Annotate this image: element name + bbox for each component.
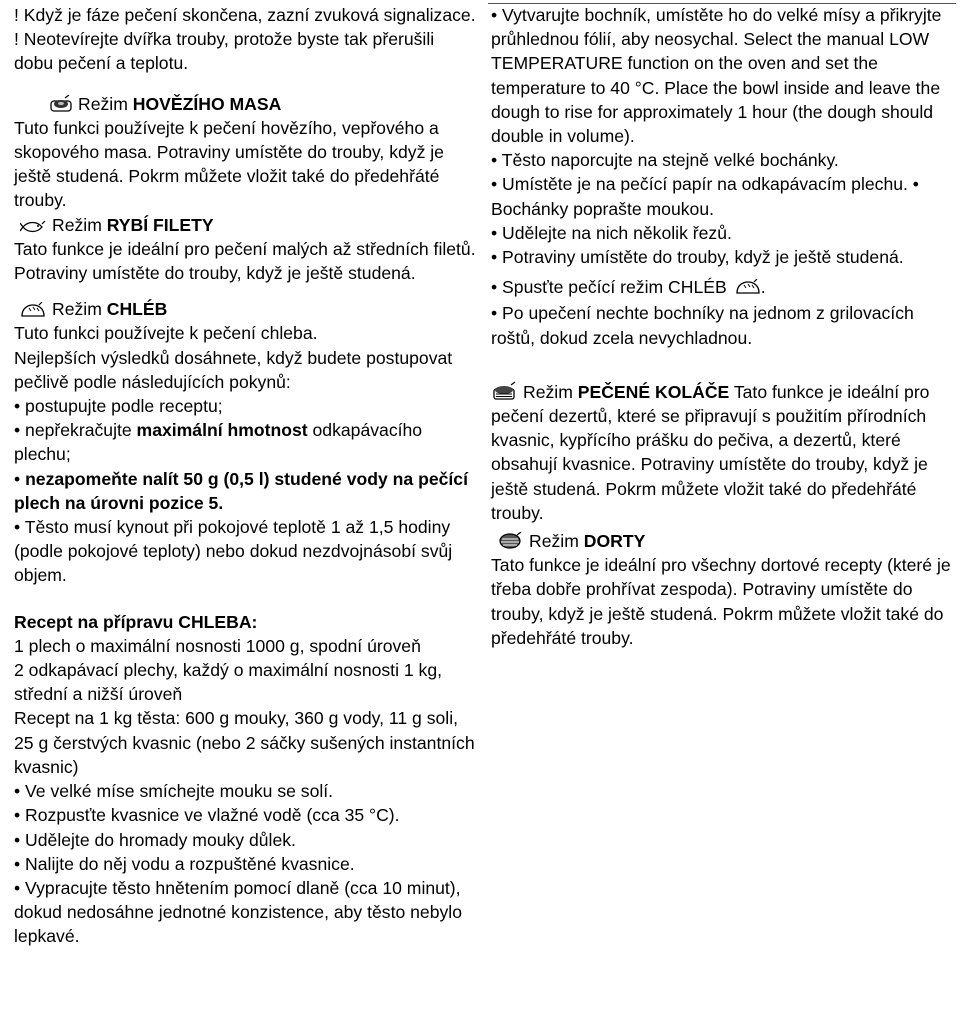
recipe-step: • Spusťte pečící režim CHLÉB . (491, 275, 953, 301)
fish-mode-section (14, 213, 476, 237)
recipe-step: • Vypracujte těsto hnětením pomocí dlaně (cca 10 minut), dokud nedosáhne jednotné konzistence, aby těsto nebylo lepkavé. (14, 877, 462, 947)
bread-mode-text: Tuto funkci používejte k pečení chleba. (14, 323, 318, 344)
beef-mode-icon (50, 95, 72, 113)
recipe-line: 2 odkapávací plechy, každý o maximální nosnosti 1 kg, střední a nižší úroveň (14, 660, 443, 705)
intro-line: ! Když je fáze pečení skončena, zazní zvuková signalizace. (14, 5, 476, 25)
recipe-step: • Nalijte do něj vodu a rozpuštěné kvasnice. (14, 853, 355, 874)
beef-mode-title: HOVĚZÍHO MASA (132, 93, 282, 114)
baked-cakes-text: Tato funkce je ideální pro pečení dezertů, které se připravují s použitím přírodních kvasnic, kypřícího prášku do pečiva, a dezertů, které obsahují kvasnice. Potraviny umístěte do trouby, když je ještě studená. Pokrm můžete vložit také do předehřáté trouby. (491, 381, 930, 523)
fish-mode-title: RYBÍ FILETY (106, 214, 214, 235)
bread-mode-title: CHLÉB (106, 299, 168, 320)
recipe-step: • Umístěte je na pečící papír na odkapávacím plechu. • Bochánky poprašte moukou. (491, 174, 919, 219)
recipe-step: • Ve velké míse smíchejte mouku se solí. (14, 781, 334, 802)
bread-bullet: • postupujte podle receptu; (14, 396, 223, 417)
baked-cakes-title: PEČENÉ KOLÁČE (577, 381, 730, 402)
bread-instructions: Nejlepších výsledků dosáhnete, když budete postupovat pečlivě podle následujících pokynů: (14, 347, 453, 392)
recipe-line: Recept na 1 kg těsta: 600 g mouky, 360 g vody, 11 g soli, 25 g čerstvých kvasnic (nebo 2 sáčky sušených instantních kvasnic) (14, 708, 475, 777)
beef-mode-section (14, 92, 476, 116)
beef-mode-prefix: Režim (78, 93, 133, 114)
left-column (14, 3, 476, 949)
bread-mode-section (14, 297, 476, 321)
tarts-mode-title: DORTY (583, 531, 646, 552)
tarts-mode-icon (497, 532, 523, 550)
baked-cakes-section (491, 380, 953, 525)
right-column (491, 3, 953, 650)
recipe-step: • Udělejte do hromady mouky důlek. (14, 829, 296, 850)
bread-bullet: • Těsto musí kynout při pokojové teplotě 1 až 1,5 hodiny (podle pokojové teploty) nebo dokud nezdvojnásobí svůj objem. (14, 517, 453, 586)
tarts-mode-text: Tato funkce je ideální pro všechny dortové recepty (které je třeba dobře prohřívat zespoda). Potraviny umístěte do trouby, když je ještě studená. Pokrm můžete vložit také do předehřáté trouby. (491, 555, 951, 648)
bread-mode-prefix: Režim (52, 299, 107, 320)
recipe-line: 1 plech o maximální nosnosti 1000 g, spodní úroveň (14, 635, 421, 656)
bread-mode-icon (20, 302, 46, 318)
bread-bullet: • nezapomeňte nalít 50 g (0,5 l) studené vody na pečící plech na úrovni pozice 5. (14, 468, 468, 513)
tarts-mode-prefix: Režim (529, 531, 584, 552)
beef-mode-text: Tuto funkci používejte k pečení hovězího, vepřového a skopového masa. Potraviny umístěte do trouby, když je ještě studená. Pokrm můžete vložit také do předehřáté trouby. (14, 117, 444, 211)
recipe-step: • Vytvarujte bochník, umístěte ho do velké mísy a přikryjte průhlednou fólií, aby neosychal. Select the manual LOW TEMPERATURE function on the oven and set the temperature to 40 °C. Place the bowl inside and leave the dough to rise for approximately 1 hour (the dough should double in volume). (491, 5, 942, 147)
intro-line: ! Neotevírejte dvířka trouby, protože byste tak přerušili dobu pečení a teplotu. (14, 29, 435, 74)
recipe-step: • Udělejte na nich několik řezů. (491, 222, 732, 243)
recipe-step: • Po upečení nechte bochníky na jednom z grilovacích roštů, dokud zcela nevychladnou. (491, 303, 914, 348)
fish-mode-prefix: Režim (52, 214, 107, 235)
baked-cakes-icon (491, 381, 517, 401)
fish-mode-text: Tato funkce je ideální pro pečení malých až středních filetů. Potraviny umístěte do trouby, když je ještě studená. (14, 238, 476, 284)
recipe-title: Recept na přípravu CHLEBA: (14, 611, 258, 632)
bread-mode-icon (735, 277, 761, 301)
tarts-mode-section (491, 529, 953, 553)
fish-mode-icon (20, 220, 46, 234)
recipe-step: • Potraviny umístěte do trouby, když je ještě studená. (491, 247, 904, 268)
bread-bullet: • nepřekračujte maximální hmotnost odkapávacího plechu; (14, 420, 423, 465)
recipe-step: • Těsto naporcujte na stejně velké bochánky. (491, 150, 839, 171)
recipe-step: • Rozpusťte kvasnice ve vlažné vodě (cca 35 °C). (14, 805, 400, 826)
baked-cakes-prefix: Režim (523, 381, 578, 402)
